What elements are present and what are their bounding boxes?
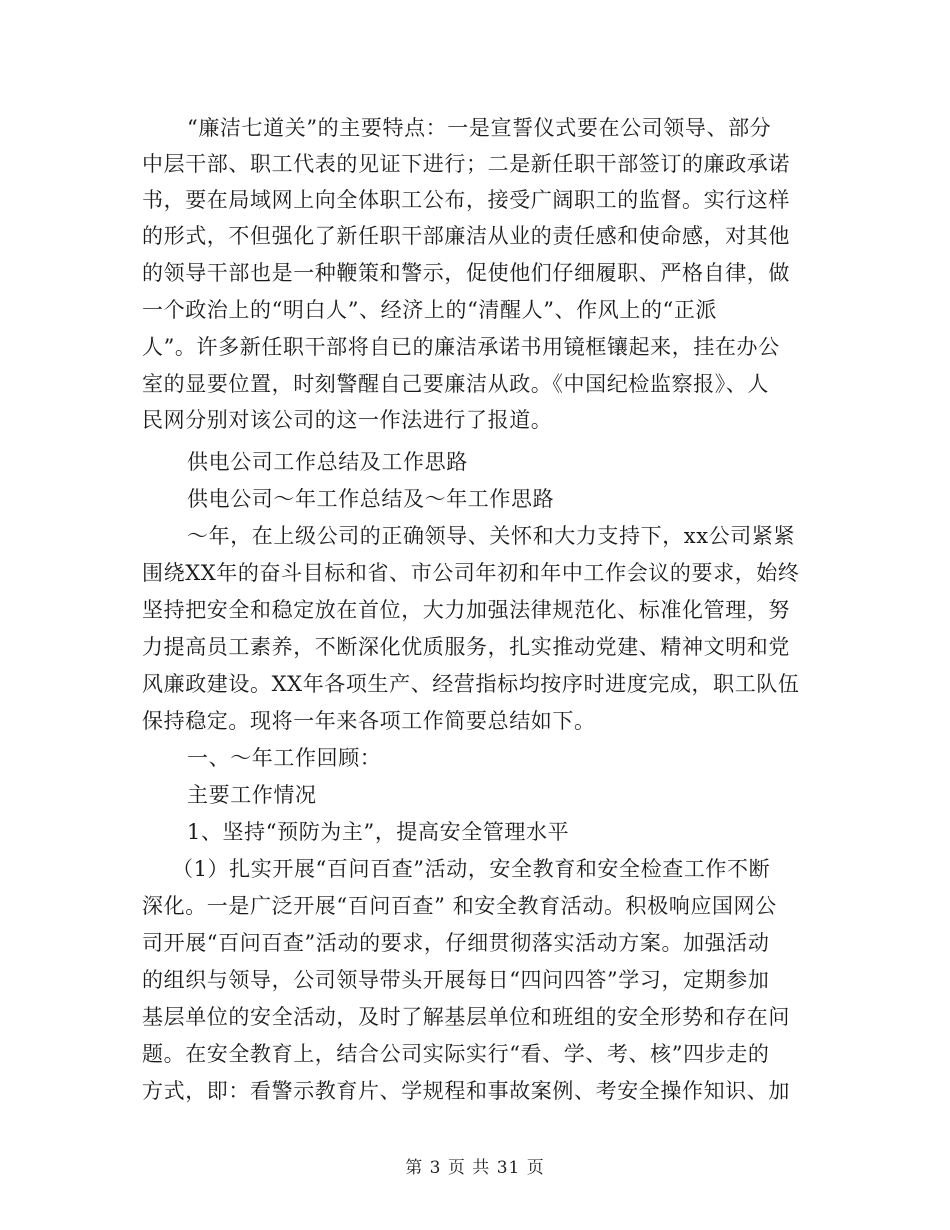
- section-heading: 一、～年工作回顾：: [187, 746, 382, 770]
- text-line: 的形式，不但强化了新任职干部廉洁从业的责任感和使命感，对其他: [142, 224, 790, 248]
- text-line: 中层干部、职工代表的见证下进行；二是新任职干部签订的廉政承诺: [142, 152, 790, 176]
- text-line: 的组织与领导，公司领导带头开展每日“四问四答”学习，定期参加: [142, 968, 770, 992]
- text-line: ～年，在上级公司的正确领导、关怀和大力支持下，xx公司紧紧: [187, 524, 796, 548]
- text-line: 基层单位的安全活动，及时了解基层单位和班组的安全形势和存在问: [142, 1005, 790, 1029]
- text-line: “廉洁七道关”的主要特点：一是宣誓仪式要在公司领导、部分: [187, 116, 772, 140]
- text-line: 书，要在局域网上向全体职工公布，接受广阔职工的监督。实行这样: [142, 188, 790, 212]
- text-line: 方式，即：看警示教育片、学规程和事故案例、考安全操作知识、加: [142, 1079, 790, 1103]
- section-heading: 供电公司～年工作总结及～年工作思路: [187, 487, 555, 511]
- text-line: 保持稳定。现将一年来各项工作简要总结如下。: [142, 709, 596, 733]
- section-heading: 主要工作情况: [187, 783, 317, 807]
- text-line: 人”。许多新任职干部将自已的廉洁承诺书用镜框镶起来，挂在办公: [142, 335, 780, 359]
- text-line: 题。在安全教育上，结合公司实际实行“看、学、考、核”四步走的: [142, 1042, 770, 1066]
- text-line: 室的显要位置，时刻警醒自己要廉洁从政。《中国纪检监察报》、人: [142, 372, 769, 396]
- text-line: 坚持把安全和稳定放在首位，大力加强法律规范化、标准化管理，努: [142, 598, 790, 622]
- text-line: 民网分别对该公司的这一作法进行了报道。: [142, 408, 553, 432]
- text-line: （1）扎实开展“百问百查”活动，安全教育和安全检查工作不断: [172, 857, 771, 881]
- text-line: 司开展“百问百查”活动的要求，仔细贯彻落实活动方案。加强活动: [142, 931, 770, 955]
- text-line: 深化。一是广泛开展“百问百查” 和安全教育活动。积极响应国网公: [142, 894, 777, 918]
- section-heading: 1、坚持“预防为主”，提高安全管理水平: [187, 820, 570, 844]
- section-heading: 供电公司工作总结及工作思路: [187, 450, 468, 474]
- text-line: 围绕XX年的奋斗目标和省、市公司年初和年中工作会议的要求，始终: [142, 561, 800, 585]
- text-line: 的领导干部也是一种鞭策和警示，促使他们仔细履职、严格自律，做: [142, 261, 790, 285]
- text-line: 一个政治上的“明白人”、经济上的“清醒人”、作风上的“正派: [142, 298, 718, 322]
- text-line: 风廉政建设。XX年各项生产、经营指标均按序时进度完成，职工队伍: [142, 672, 800, 696]
- page-footer: 第 3 页 共 31 页: [405, 1158, 545, 1178]
- text-line: 力提高员工素养，不断深化优质服务，扎实推动党建、精神文明和党: [142, 635, 790, 659]
